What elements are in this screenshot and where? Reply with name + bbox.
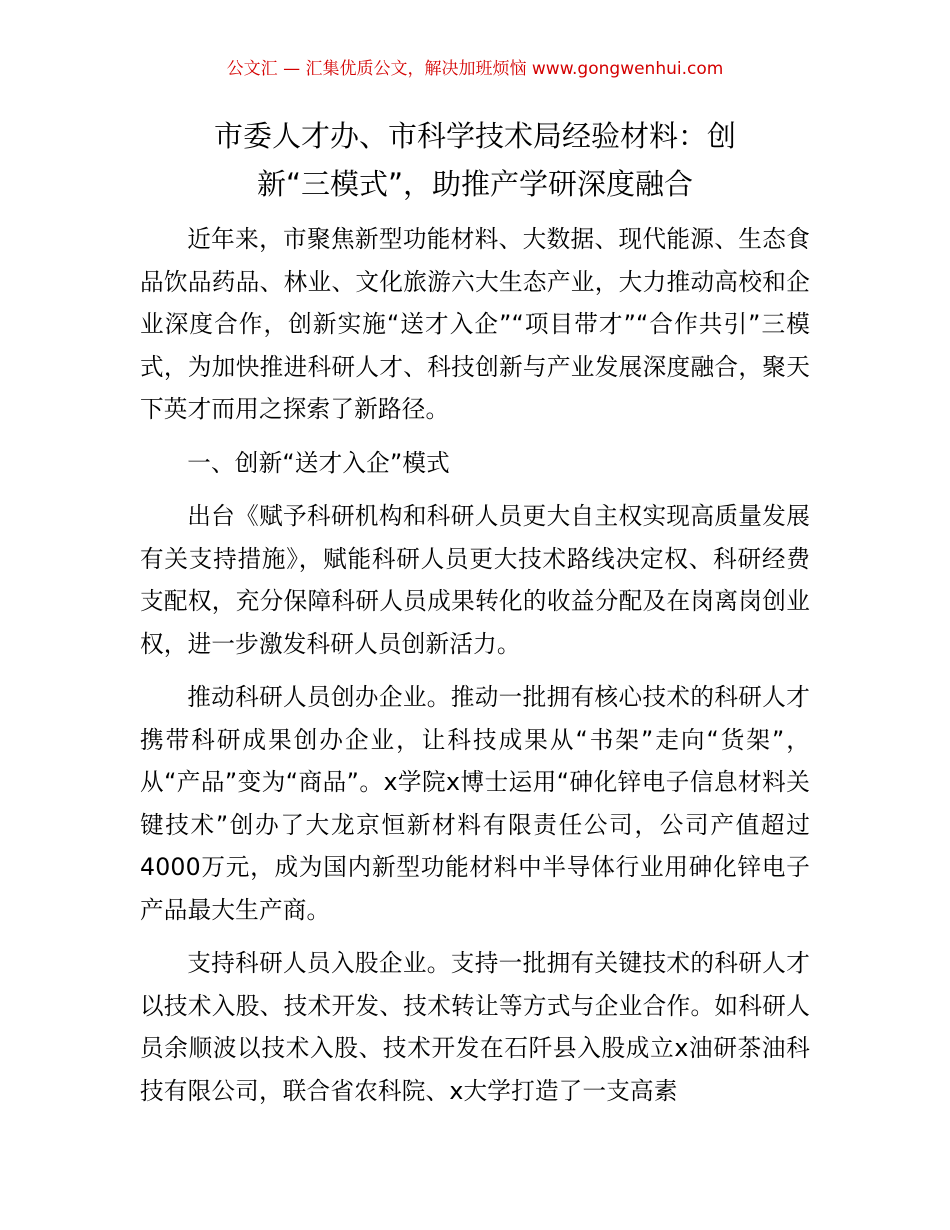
title-line-1: 市委人才办、市科学技术局经验材料：创 [213, 119, 736, 153]
paragraph-intro: 近年来，市聚焦新型功能材料、大数据、现代能源、生态食品饮品药品、林业、文化旅游六大生态产业，大力推动高校和企业深度合作，创新实施“送才入企”“项目带才”“合作共引”三模式，为加快推进科研人才、科技创新与产业发展深度融合，聚天下英才而用之探索了新路径。 [140, 225, 810, 423]
paragraph-measures: 出台《赋予科研机构和科研人员更大自主权实现高质量发展有关支持措施》，赋能科研人员更大技术路线决定权、科研经费支配权，充分保障科研人员成果转化的收益分配及在岗离岗创业权，进一步激发科研人员创新活力。 [140, 502, 810, 658]
document-body [140, 218, 810, 1123]
watermark-header[interactable]: 公文汇 — 汇集优质公文，解决加班烦恼 www.gongwenhui.com [226, 59, 724, 79]
paragraph-create-enterprises: 推动科研人员创办企业。推动一批拥有核心技术的科研人才携带科研成果创办企业，让科技成果从“书架”走向“货架”，从“产品”变为“商品”。x学院x博士运用“砷化锌电子信息材料关键技术”创办了大龙京恒新材料有限责任公司，公司产值超过4000万元，成为国内新型功能材料中半导体行业用砷化锌电子产品最大生产商。 [140, 683, 810, 924]
document-title [140, 112, 810, 208]
title-line-2: 新“三模式”，助推产学研深度融合 [256, 167, 694, 201]
section-heading: 一、创新“送才入企”模式 [187, 448, 450, 477]
paragraph-join-enterprises: 支持科研人员入股企业。支持一批拥有关键技术的科研人才以技术入股、技术开发、技术转让等方式与企业合作。如科研人员余顺波以技术入股、技术开发在石阡县入股成立x油研茶油科技有限公司，联合省农科院、x大学打造了一支高素 [140, 949, 810, 1105]
